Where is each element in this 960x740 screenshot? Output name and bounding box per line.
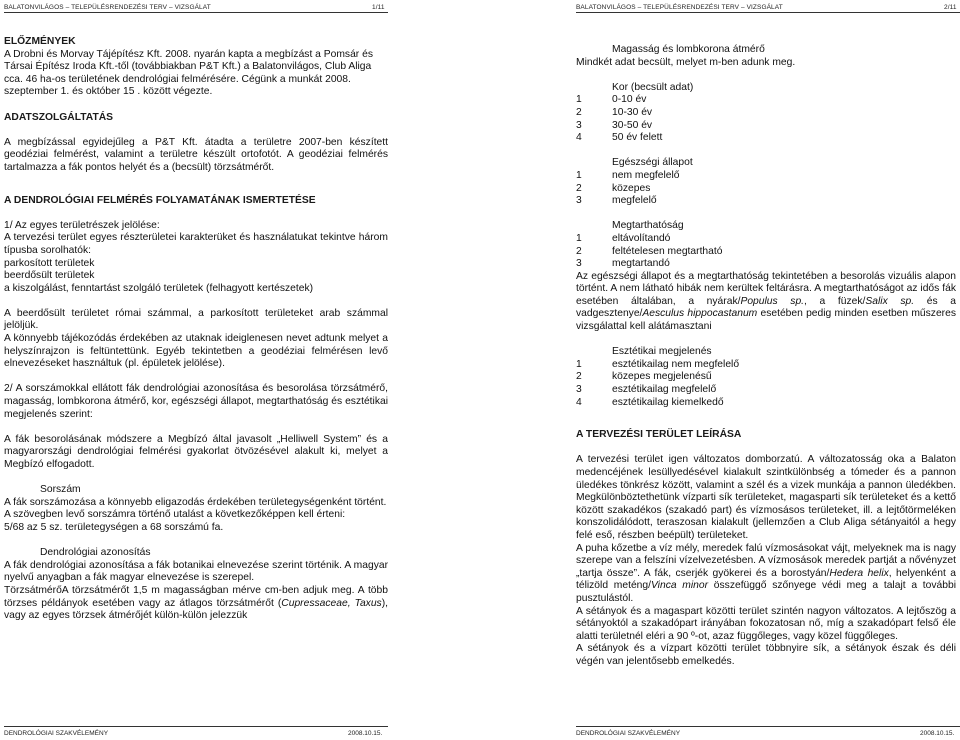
header-title: BALATONVILÁGOS – TELEPÜLÉSRENDEZÉSI TERV – VIZSGÁLAT xyxy=(576,4,783,11)
list-item: 2 közepes xyxy=(576,182,651,194)
header-page-number: 2/11 xyxy=(944,4,957,11)
paragraph-jeloles-heading: 1/ Az egyes területrészek jelölése: xyxy=(4,219,160,231)
paragraph-adatszolgaltatas: A megbízással egyidejűleg a P&T Kft. átadta a területre 2007-ben készített geodéziai felmérést, valamint a területre készült ortofotót. A geodéziai felmérés tartalmazza a fák pontos helyét és a (becsült) törzsátmérőt. xyxy=(4,136,388,173)
paragraph-megtarthatosag: Az egészségi állapot és a megtarthatóság tekintetében a besorolás vizuális alapon történt. A nem látható hibák nem kerültek feltárásra. A megtarthatóságot az idős fák esetében általában, a nyárak/Populus sp., a füzek/Salix sp. és a vadgesztenye/Aesculus hippocastanum esetében pedig minden esetben műszeres vizsgálattal kell alátámasztani xyxy=(576,270,956,333)
subsection-title-azonositas: Dendrológiai azonosítás xyxy=(40,547,151,559)
section-title-adatszolgaltatas: ADATSZOLGÁLTATÁS xyxy=(4,111,114,123)
paragraph-terulet-1: A tervezési terület igen változatos domborzatú. A változatosság oka a Balaton medencéjének lesüllyedésével kialakult szintkülönbség a tómeder és a pannon üledékes tönkrész között, valamint a szél és a vizek munkája a pannon üledékben. Megkülönböztethetünk vízparti sík területeket, magasparti sík területeket és a kettő között szakadékos (szakadó part) és vízmosásos területeket, ill. a lejtőtörmeléken konszolidálódott, teraszosan kialakult (jellemzően a Club Aliga sétányaitól a hegy felé eső, részben beépült) területeket. xyxy=(576,454,956,541)
paragraph-azonositas-intro: 2/ A sorszámokkal ellátott fák dendrológiai azonosítása és besorolása törzsátmérő, magasság, lombkorona átmérő, kor, egészségi állapot, megtarthatóság és esztétikai megjelenés szerint: xyxy=(4,383,388,420)
subsection-title-esztetikai: Esztétikai megjelenés xyxy=(612,346,712,358)
list-item: 1 nem megfelelő xyxy=(576,169,680,181)
paragraph-sorszam-2: A szövegben levő sorszámra történő utalást a következőképpen kell érteni: xyxy=(4,509,346,521)
list-item: 2 közepes megjelenésű xyxy=(576,371,712,383)
header-rule xyxy=(4,12,388,13)
subsection-title-magassag: Magasság és lombkorona átmérő xyxy=(612,44,765,55)
paragraph-jeloles: A tervezési terület egyes részterületei karakterüket és használatukat tekintve három típusba sorolhatók: xyxy=(4,232,388,256)
paragraph-azonositas: A fák dendrológiai azonosítása a fák botanikai elnevezése szerint történik. A magyar nyelvű anyagban a fák magyar elnevezése is szerepel. xyxy=(4,559,388,584)
list-item: 4 esztétikailag kiemelkedő xyxy=(576,396,724,408)
section-title-terulet: A TERVEZÉSI TERÜLET LEÍRÁSA xyxy=(576,429,742,441)
list-item: a kiszolgálást, fenntartást szolgáló területek (felhagyott kertészetek) xyxy=(4,282,314,294)
page-right xyxy=(480,0,960,740)
list-item: 2 10-30 év xyxy=(576,106,653,118)
paragraph-modszer: A fák besorolásának módszere a Megbízó által javasolt „Helliwell System” és a magyarországi dendrológiai felmérési gyakorlat ötvözésével alakult ki, melyet a Megbízó elfogadott. xyxy=(4,433,388,470)
footer-title: DENDROLÓGIAI SZAKVÉLEMÉNY xyxy=(4,730,109,737)
list-item: 3 esztétikailag megfelelő xyxy=(576,384,717,396)
footer-date: 2008.10.15. xyxy=(920,730,955,737)
section-title-folyamat: A DENDROLÓGIAI FELMÉRÉS FOLYAMATÁNAK ISMERTETÉSE xyxy=(4,194,316,206)
paragraph-torzsatmero: TörzsátmérőA törzsátmérőt 1,5 m magasságban mérve cm-ben adjuk meg. A több törzses példányok esetében vagy az átlagos törzsátmérőt (Cupressaceae, Taxus), vagy az egyes törzsek átmérőjét külön-külön jelezzük xyxy=(4,584,388,622)
list-item: 3 megtartandó xyxy=(576,258,670,270)
footer-title: DENDROLÓGIAI SZAKVÉLEMÉNY xyxy=(576,730,681,737)
paragraph-magassag: Mindkét adat becsült, melyet m-ben adunk meg. xyxy=(576,56,796,68)
paragraph-terulet-2: A puha kőzetbe a víz mély, meredek falú vízmosásokat vájt, melyeknek ma is nagy szerepe van a felszíni vízelvezetésben. A vízmosások meredek partját a nővényzet „tartja össze”. A fák, cserjék gyökerei és a borostyán/Hedera helix, helyenként a télizöld meténg/Vinca minor összefüggő szőnyege védi meg a talajt a további pusztulástól. xyxy=(576,542,956,604)
list-item: 1 esztétikailag nem megfelelő xyxy=(576,358,740,370)
list-item: parkosított területek xyxy=(4,257,95,269)
subsection-title-kor: Kor (becsült adat) xyxy=(612,81,694,93)
paragraph-jeloles-2: A beerdősült területet római számmal, a parkosított területeket arab számmal jelöljük. xyxy=(4,307,388,332)
subsection-title-egeszseg: Egészségi állapot xyxy=(612,157,693,169)
left-content xyxy=(4,36,388,623)
subsection-title-megtarthatosag: Megtarthatóság xyxy=(612,220,684,232)
footer-rule xyxy=(4,726,388,727)
paragraph-terulet-3: A sétányok és a magaspart közötti terület szintén nagyon változatos. A lejtőszög a sétányoktól a szakadópart irányában fokozatosan nő, míg a szakadópart felső éle alatti területnél eléri a 90 º-ot, azaz függőleges, vagy közel függőleges. xyxy=(576,605,956,642)
header-rule xyxy=(576,12,960,13)
list-item: 2 feltételesen megtartható xyxy=(576,245,723,257)
list-item: 4 50 év felett xyxy=(576,132,663,144)
paragraph-elozmenyek: A Drobni és Morvay Tájépítész Kft. 2008. nyarán kapta a megbízást a Pomsár és Társai Építész Iroda Kft.-től (továbbiakban P&T Kft.) a Balatonvilágos, Club Aliga cca. 46 ha-os területének dendrológiai felmérésére. Cégünk a munkát 2008. szeptember 1. és október 15 . között végezte. xyxy=(4,48,373,98)
list-item: 1 eltávolítandó xyxy=(576,232,671,244)
footer-rule xyxy=(576,726,960,727)
right-content xyxy=(576,44,956,669)
list-item: beerdősült területek xyxy=(4,270,95,282)
paragraph-sorszam: A fák sorszámozása a könnyebb eligazodás érdekében területegységenként történt. xyxy=(4,496,387,508)
header-page-number: 1/11 xyxy=(372,4,385,11)
subsection-title-sorszam: Sorszám xyxy=(40,484,81,496)
section-title-elozmenyek: ELŐZMÉNYEK xyxy=(4,36,76,47)
list-item: 3 megfelelő xyxy=(576,195,657,207)
paragraph-terulet-4: A sétányok és a vízpart közötti terület többnyire sík, a sétányok észak és déli végén van jelentősebb emelkedés. xyxy=(576,643,956,667)
header-title: BALATONVILÁGOS – TELEPÜLÉSRENDEZÉSI TERV – VIZSGÁLAT xyxy=(4,4,211,11)
paragraph-utak: A könnyebb tájékozódás érdekében az utaknak ideiglenesen nevet adtunk melyet a helyszínrajzon is feltüntettünk. Egyéb tekintetben a geodéziai felmérésen levő elnevezéseket használtuk (pl. épületek jelölése). xyxy=(4,333,388,370)
paragraph-sorszam-example: 5/68 az 5 sz. területegységen a 68 sorszámú fa. xyxy=(4,521,224,533)
list-item: 3 30-50 év xyxy=(576,119,653,131)
list-item: 1 0-10 év xyxy=(576,94,647,106)
footer-date: 2008.10.15. xyxy=(348,730,383,737)
